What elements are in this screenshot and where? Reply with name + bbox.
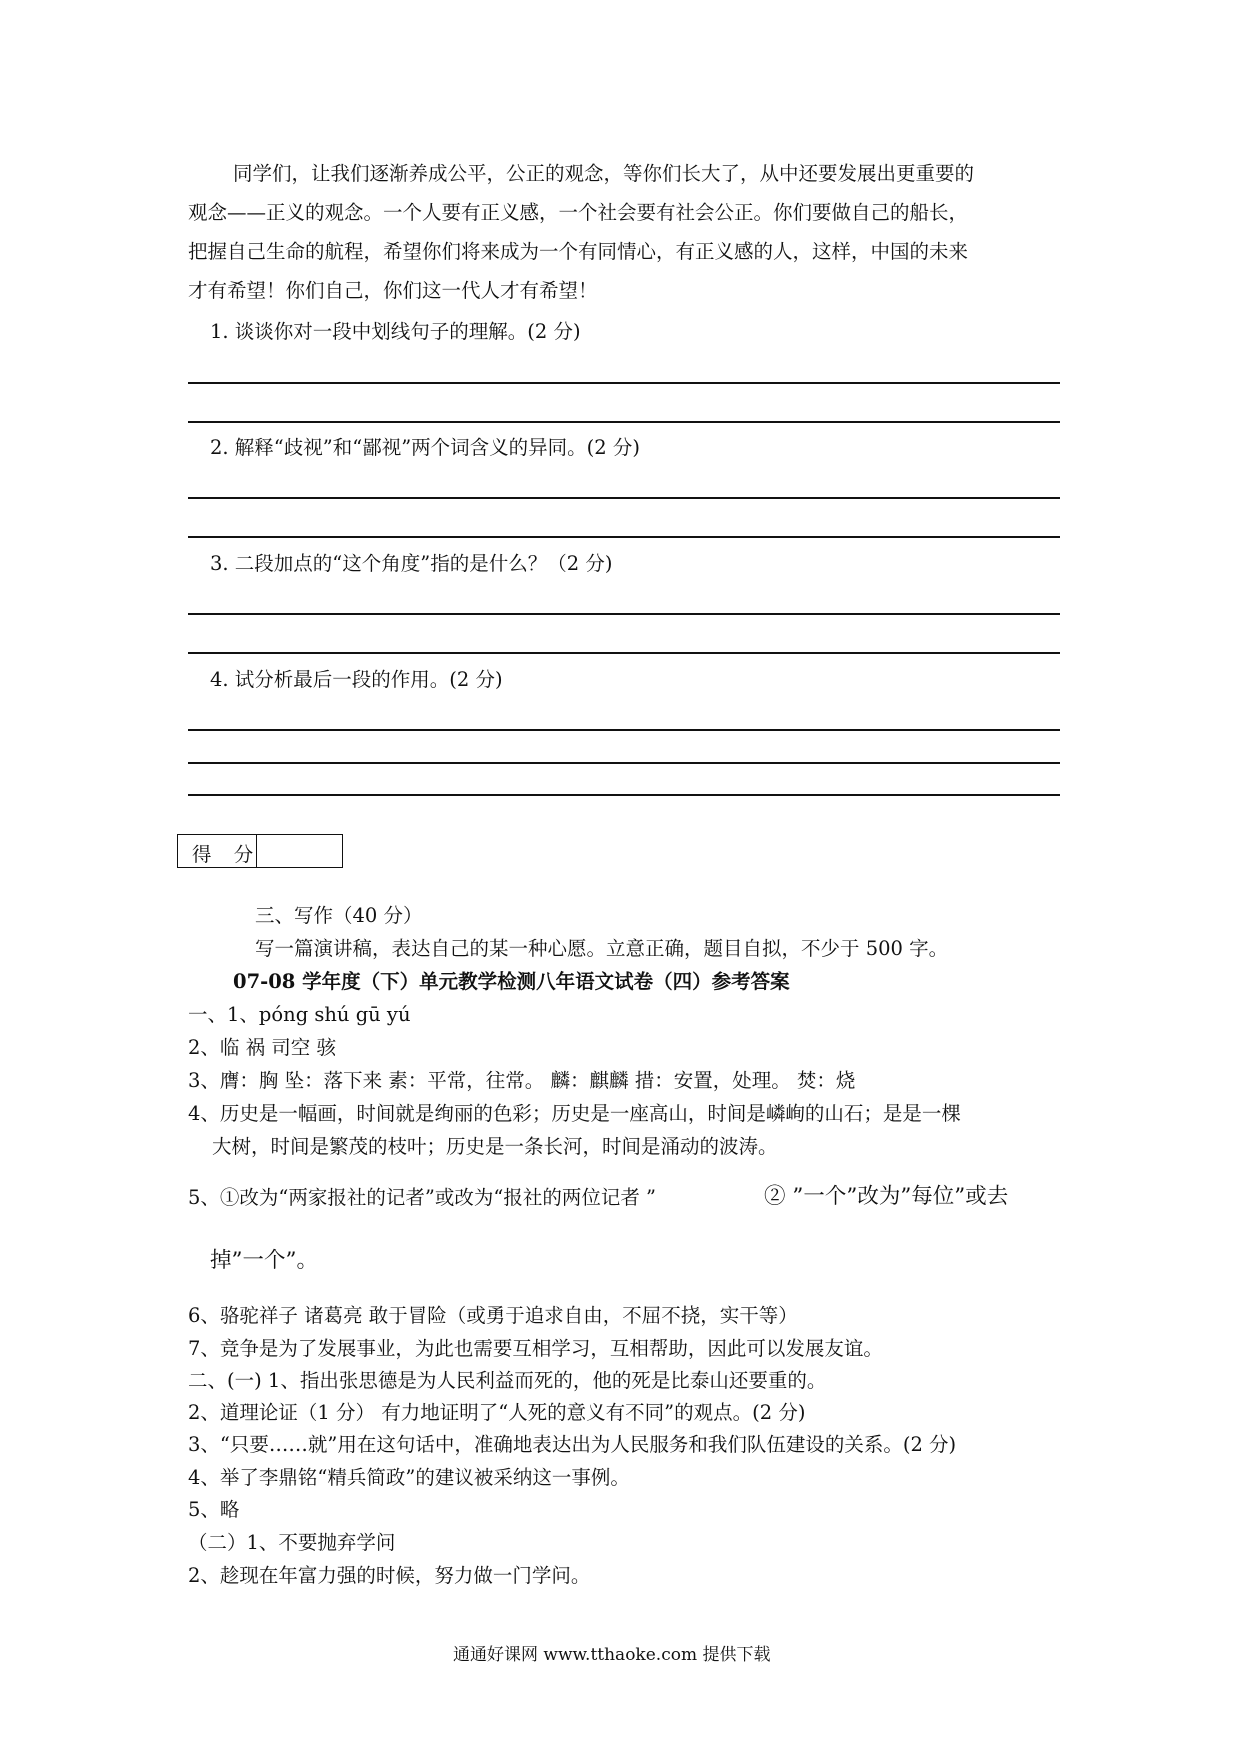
passage-line-2: 观念——正义的观念。一个人要有正义感，一个社会要有社会公正。你们要做自己的船长，	[188, 201, 969, 224]
answer-line-13: （二）1、不要抛弃学问	[188, 1531, 396, 1554]
answer-line-4: 4、历史是一幅画，时间就是绚丽的色彩；历史是一座高山，时间是嶙峋的山石；是是一棵	[188, 1102, 961, 1125]
answer-line-2: 2、临 祸 司空 骇	[188, 1036, 337, 1059]
answer-line-11: 4、举了李鼎铭“精兵简政”的建议被采纳这一事例。	[188, 1466, 630, 1489]
answer-line-14: 2、趁现在年富力强的时候，努力做一门学问。	[188, 1564, 591, 1587]
answer-line-7: 7、竞争是为了发展事业，为此也需要互相学习，互相帮助，因此可以发展友谊。	[188, 1337, 883, 1360]
score-label: 得 分	[192, 843, 262, 866]
answer-line[interactable]	[188, 652, 1060, 654]
page-footer: 通通好课网 www.tthaoke.com 提供下载	[453, 1645, 771, 1665]
answer-line-9: 2、道理论证（1 分） 有力地证明了“人死的意义有不同”的观点。(2 分)	[188, 1401, 806, 1424]
answer-line-1: 一、1、póng shú gū yú	[188, 1003, 411, 1026]
score-field[interactable]	[258, 835, 342, 867]
answer-line-8: 二、(一) 1、指出张思德是为人民利益而死的，他的死是比泰山还要重的。	[188, 1369, 827, 1392]
answer-line[interactable]	[188, 497, 1060, 499]
question-1: 1. 谈谈你对一段中划线句子的理解。(2 分)	[210, 320, 581, 343]
answer-line[interactable]	[188, 613, 1060, 615]
passage-line-4: 才有希望！你们自己，你们这一代人才有希望！	[188, 279, 598, 302]
answer-line[interactable]	[188, 729, 1060, 731]
answer-line-5b: ② ”一个”改为”每位”或去	[764, 1184, 1009, 1209]
answer-line[interactable]	[188, 762, 1060, 764]
question-2: 2. 解释“歧视”和“鄙视”两个词含义的异同。(2 分)	[210, 436, 640, 459]
answer-line-10: 3、“只要……就”用在这句话中，准确地表达出为人民服务和我们队伍建设的关系。(2 分)	[188, 1433, 957, 1456]
answer-line-5a: 5、①改为“两家报社的记者”或改为“报社的两位记者 ”	[188, 1186, 656, 1209]
question-4: 4. 试分析最后一段的作用。(2 分)	[210, 668, 503, 691]
answer-line[interactable]	[188, 382, 1060, 384]
score-box	[177, 834, 343, 868]
answer-line-3: 3、膺：胸 坠：落下来 素：平常，往常。 麟：麒麟 措：安置，处理。 焚：烧	[188, 1069, 856, 1092]
writing-prompt: 写一篇演讲稿，表达自己的某一种心愿。立意正确，题目自拟，不少于 500 字。	[255, 937, 949, 960]
passage-line-1: 同学们，让我们逐渐养成公平，公正的观念，等你们长大了，从中还要发展出更重要的	[233, 162, 975, 185]
passage-line-3: 把握自己生命的航程，希望你们将来成为一个有同情心，有正义感的人，这样，中国的未来	[188, 240, 969, 263]
answer-line[interactable]	[188, 794, 1060, 796]
answer-line-4-cont: 大树，时间是繁茂的枝叶；历史是一条长河，时间是涌动的波涛。	[212, 1135, 778, 1158]
answer-line[interactable]	[188, 536, 1060, 538]
answer-line-5c: 掉”一个”。	[210, 1248, 318, 1273]
question-3: 3. 二段加点的“这个角度”指的是什么？（2 分)	[210, 552, 613, 575]
answer-line-12: 5、略	[188, 1498, 240, 1521]
answer-line-6: 6、骆驼祥子 诸葛亮 敢于冒险（或勇于追求自由，不屈不挠，实干等）	[188, 1304, 798, 1327]
score-box-divider	[256, 835, 257, 867]
answers-title: 07-08 学年度（下）单元教学检测八年语文试卷（四）参考答案	[233, 970, 790, 993]
answer-line[interactable]	[188, 421, 1060, 423]
writing-heading: 三、写作（40 分）	[255, 904, 423, 927]
